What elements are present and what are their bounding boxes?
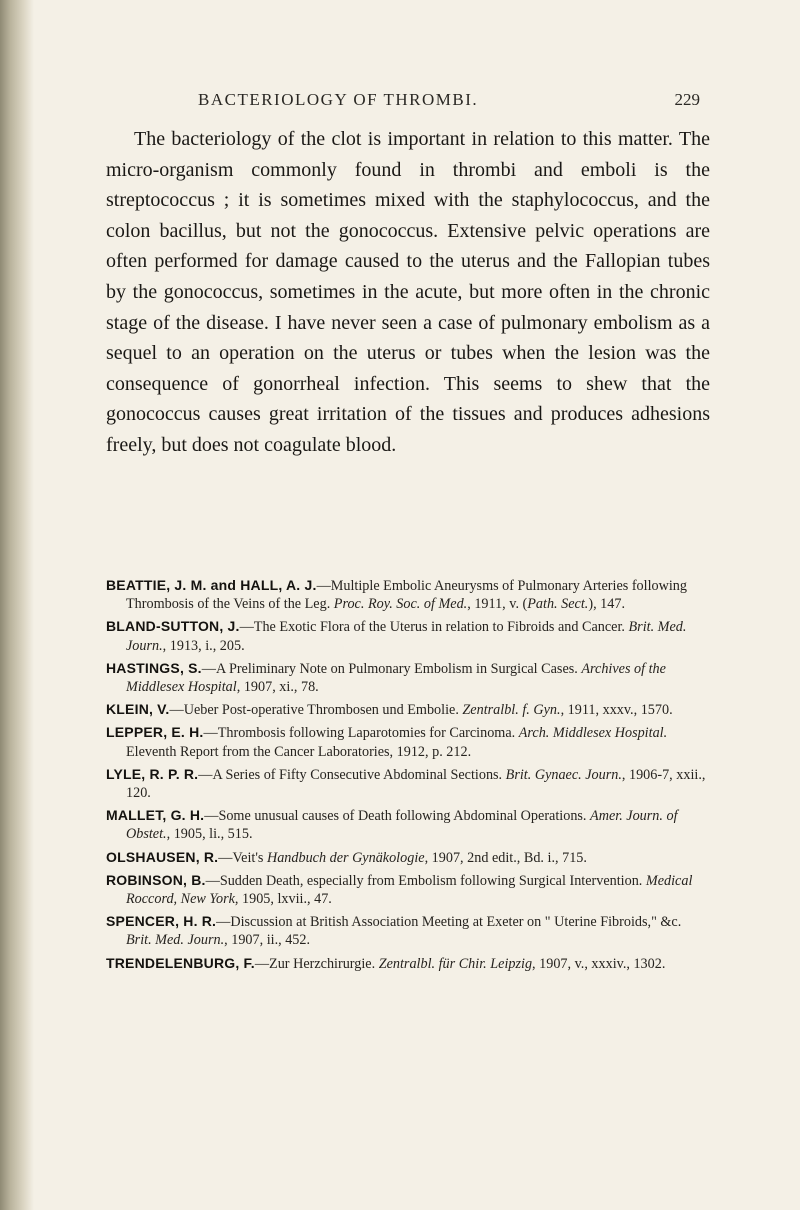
- reference-citation: Eleventh Report from the Cancer Laboratories, 1912, p. 212.: [126, 743, 472, 760]
- reference-journal-section: Path. Sect.: [527, 596, 589, 613]
- reference-journal: Proc. Roy. Soc. of Med.: [333, 596, 468, 613]
- body-text: [106, 124, 710, 461]
- reference-author: LYLE, R. P. R.: [106, 765, 199, 782]
- reference-title: —A Series of Fifty Consecutive Abdominal Sections.: [198, 766, 506, 783]
- reference-author: HASTINGS, S.: [106, 659, 202, 676]
- reference-title: —A Preliminary Note on Pulmonary Embolism in Surgical Cases.: [201, 660, 582, 677]
- reference-title: —Multiple Embolic Aneurysms of Pulmonary Arteries following Thrombosis of the Veins of the Leg.: [126, 578, 687, 613]
- reference-citation: , 1905, li., 515.: [166, 826, 253, 843]
- reference-entry: [106, 659, 710, 696]
- reference-citation: , 1907, ii., 452.: [224, 932, 311, 949]
- reference-entry: [106, 700, 710, 719]
- reference-title: —Sudden Death, especially from Embolism following Surgical Intervention.: [205, 872, 646, 889]
- reference-entry: [106, 871, 710, 908]
- reference-title: —Discussion at British Association Meeting at Exeter on " Uterine Fibroids," &c.: [216, 914, 682, 931]
- reference-entry: [106, 912, 710, 949]
- reference-entry: [106, 848, 710, 867]
- reference-entry: [106, 617, 710, 654]
- reference-journal: Zentralbl. f. Gyn.: [462, 702, 561, 719]
- reference-journal: Brit. Gynaec. Journ.: [505, 766, 622, 783]
- reference-title: —Ueber Post-operative Thrombosen und Embolie.: [169, 702, 463, 719]
- reference-citation: , 1906-7, xxii., 120.: [126, 766, 706, 802]
- reference-author: KLEIN, V.: [106, 701, 170, 718]
- reference-journal: Brit. Med. Journ.: [126, 932, 225, 949]
- reference-journal: Archives of the Middlesex Hospital: [126, 660, 666, 696]
- reference-citation: , 1913, i., 205.: [162, 637, 245, 654]
- reference-citation: , 1907, xi., 78.: [236, 679, 319, 696]
- reference-citation: , 1905, lxvii., 47.: [234, 891, 332, 908]
- reference-citation: , 1911, v. (: [467, 596, 528, 613]
- reference-journal: Arch. Middlesex Hospital.: [518, 725, 668, 742]
- reference-author: SPENCER, H. R.: [106, 913, 217, 930]
- book-spine-shadow: [0, 0, 34, 1210]
- reference-author: OLSHAUSEN, R.: [106, 848, 219, 865]
- reference-title: —Some unusual causes of Death following Abdominal Operations.: [204, 808, 591, 825]
- page-header: [180, 90, 700, 110]
- reference-citation: , 1907, 2nd edit., Bd. i., 715.: [424, 849, 587, 866]
- page-number: 229: [674, 90, 700, 109]
- reference-list: [106, 576, 710, 977]
- reference-author: MALLET, G. H.: [106, 807, 205, 824]
- reference-author: LEPPER, E. H.: [106, 724, 204, 741]
- reference-entry: [106, 723, 710, 760]
- reference-citation: , 1907, v., xxxiv., 1302.: [532, 955, 666, 972]
- reference-citation: , 1911, xxxv., 1570.: [560, 702, 673, 719]
- body-paragraph: The bacteriology of the clot is important in relation to this matter. The micro-organism commonly found in thrombi and emboli is the streptococcus ; it is sometimes mixed with the staphylococcus, and the colon bacillus, but not the gonococcus. Extensive pelvic operations are often performed for damage caused to the uterus and the Fallopian tubes by the gonococcus, sometimes in the acute, but more often in the chronic stage of the disease. I have never seen a case of pulmonary embolism as a sequel to an operation on the uterus or tubes when the lesion was the consequence of gonorrheal infection. This seems to shew that the gonococcus causes great irritation of the tissues and produces adhesions freely, but does not coagulate blood.: [106, 128, 710, 456]
- reference-author: BLAND-SUTTON, J.: [106, 618, 240, 635]
- reference-title: —The Exotic Flora of the Uterus in relation to Fibroids and Cancer.: [239, 619, 629, 636]
- reference-journal: Zentralbl. für Chir. Leipzig: [378, 955, 533, 972]
- reference-title: —Thrombosis following Laparotomies for Carcinoma.: [203, 725, 519, 742]
- reference-journal: Brit. Med. Journ.: [126, 619, 687, 654]
- reference-author: BEATTIE, J. M. and HALL, A. J.: [106, 577, 317, 593]
- reference-title: —Zur Herzchirurgie.: [254, 955, 379, 972]
- reference-entry: [106, 765, 710, 802]
- reference-journal: Medical Roccord, New York: [126, 872, 693, 908]
- reference-journal: Handbuch der Gynäkologie: [266, 849, 425, 866]
- running-head: BACTERIOLOGY OF THROMBI.: [198, 90, 479, 109]
- reference-entry: [106, 806, 710, 843]
- reference-citation-end: ), 147.: [588, 596, 625, 613]
- reference-entry: [106, 576, 710, 613]
- reference-title: —Veit's: [218, 849, 267, 866]
- reference-entry: [106, 954, 710, 973]
- reference-journal: Amer. Journ. of Obstet.: [126, 808, 678, 843]
- reference-author: TRENDELENBURG, F.: [106, 954, 255, 971]
- reference-author: ROBINSON, B.: [106, 871, 206, 888]
